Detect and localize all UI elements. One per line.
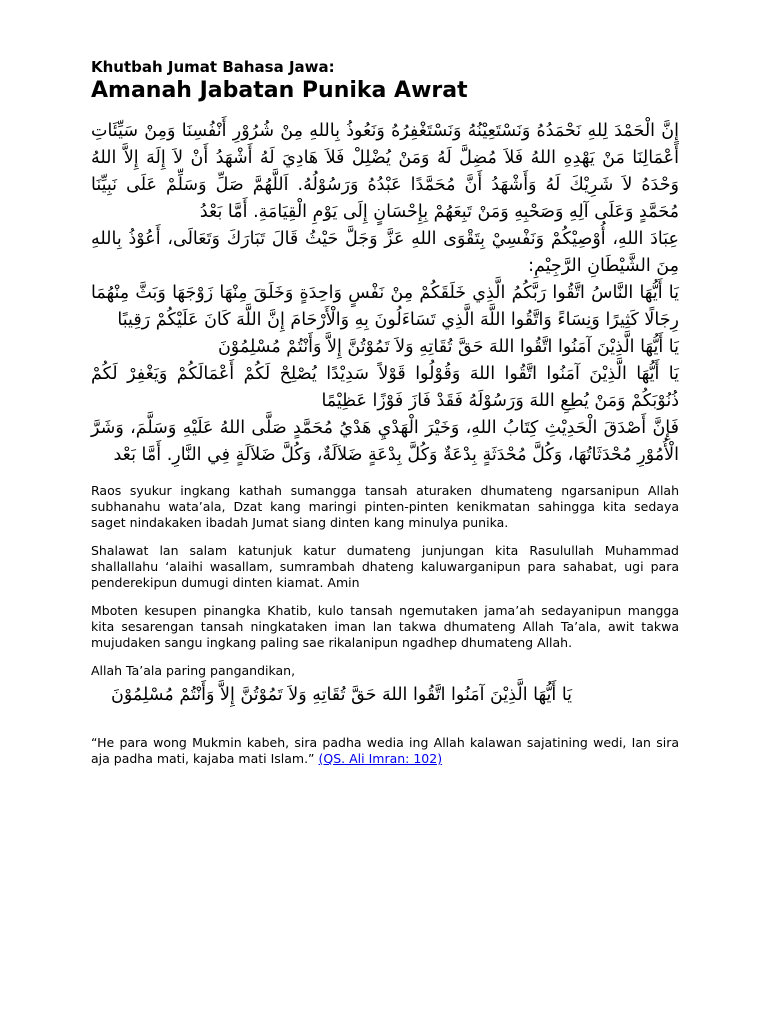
paragraph-shalawat: Shalawat lan salam katunjuk katur dumateng junjungan kita Rasulullah Muhammad shallallahu ‘alaihi wasallam, sumrambah dhateng kaluwarganipun para sahabat, ugi para penderekipun dumugi dinten kiamat. Amin — [91, 543, 679, 590]
arabic-paragraph-hamdalah: إِنَّ الْحَمْدَ لِلهِ نَحْمَدُهُ وَنَسْتَعِيْنُهُ وَنَسْتَغْفِرُهُ وَنَعُوذُ بِاللهِ مِنْ شُرُوْرِ أَنْفُسِنَا وَمِنْ سَيِّئَاتِ أَعْمَالِنَا مَنْ يَهْدِهِ اللهُ فَلاَ مُضِلَّ لَهُ وَمَنْ يُضْلِلْ فَلاَ هَادِيَ لَهُ أَشْهَدُ أَنْ لاَ إِلَهَ إِلاَّ اللهُ وَحْدَهُ لاَ شَرِيْكَ لَهُ وَأَشْهَدُ أَنَّ مُحَمَّدًا عَبْدُهُ وَرَسُوْلُهُ. اَللَّهُمَّ صَلِّ وَسَلِّمْ عَلَى نَبِيِّنَا مُحَمَّدٍ وَعَلَى آلِهِ وَصَحْبِهِ وَمَنْ تَبِعَهُمْ بِإِحْسَانٍ إِلَى يَوْمِ الْقِيَامَةِ. أَمَّا بَعْدُ — [91, 121, 679, 222]
arabic-paragraph-hadith: فَإِنَّ أَصْدَقَ الْحَدِيْثِ كِتَابُ اللهِ، وَخَيْرَ الْهَدْيِ هَدْيُ مُحَمَّدٍ صَلَّى اللهُ عَلَيْهِ وَسَلَّمَ، وَشَرَّ الْأُمُوْرِ مُحْدَثَاتُهَا، وَكُلَّ مُحْدَثَةٍ بِدْعَةٌ وَكُلَّ بِدْعَةٍ ضَلاَلَةٌ، وَكُلَّ ضَلاَلَةٍ فِي النَّارِ. أَمَّا بَعْد — [91, 418, 679, 465]
paragraph-wasiat-takwa: Mboten kesupen pinangka Khatib, kulo tansah ngemutaken jama’ah sedayanipun mangga kita sesarengan tansah ningkataken iman lan takwa dhumateng Allah Ta’ala, awit takwa mujudaken sangu ingkang paling sae rikalanipun ngadhep dhumateng Allah. — [91, 603, 679, 650]
document-page — [91, 58, 679, 767]
arabic-paragraph-annisa: يَا أَيُّهَا النَّاسُ اتَّقُوا رَبَّكُمُ الَّذِي خَلَقَكُمْ مِنْ نَفْسٍ وَاحِدَةٍ وَخَلَقَ مِنْهَا زَوْجَهَا وَبَثَّ مِنْهُمَا رِجَالًا كَثِيرًا وَنِسَاءً وَاتَّقُوا اللَّهَ الَّذِي تَسَاءَلُونَ بِهِ وَالْأَرْحَامَ إِنَّ اللَّهَ كَانَ عَلَيْكُمْ رَقِيبًا — [91, 283, 679, 330]
arabic-paragraph-al-ahzab: يَا أَيُّهَا الَّذِيْنَ آمَنُوا اتَّقُوا اللهَ وَقُوْلُوا قَوْلاً سَدِيْدًا يُصْلِحْ لَكُمْ أَعْمَالَكُمْ وَيَغْفِرْ لَكُمْ ذُنُوْبَكُمْ وَمَنْ يُطِعِ اللهَ وَرَسُوْلَهُ فَقَدْ فَازَ فَوْزًا عَظِيْمًا — [91, 364, 679, 411]
paragraph-ayat-intro: Allah Ta’ala paring pangandikan, — [91, 663, 296, 678]
reference-link[interactable]: (QS. Ali Imran: 102) — [318, 751, 443, 766]
arabic-opening-khutbah — [91, 118, 679, 469]
ayah-translation — [91, 735, 679, 767]
translation-text: “He para wong Mukmin kabeh, sira padha wedia ing Allah kalawan sajatining wedi, Ian sira aja padha mati, kajaba mati Islam.” — [91, 735, 679, 766]
javanese-body — [91, 483, 679, 679]
arabic-paragraph-ali-imran: يَا أَيُّهَا الَّذِيْنَ آمَنُوا اتَّقُوا اللهَ حَقَّ تُقَاتِهِ وَلاَ تَمُوْتُنَّ إِلاَّ وَأَنْتُمْ مُسْلِمُوْنَ — [217, 337, 679, 357]
quran-ayah-ali-imran-102: يَا أَيُّهَا الَّذِيْنَ آمَنُوا اتَّقُوا اللهَ حَقَّ تُقَاتِهِ وَلاَ تَمُوْتُنَّ إِلاَّ وَأَنْتُمْ مُسْلِمُوْنَ — [111, 685, 573, 705]
document-kicker: Khutbah Jumat Bahasa Jawa: — [91, 58, 335, 76]
arabic-paragraph-wasiat: عِبَادَ اللهِ، أُوْصِيْكُمْ وَنَفْسِيْ بِتَقْوَى اللهِ عَزَّ وَجَلَّ حَيْثُ قَالَ تَبَارَكَ وَتَعَالَى، أَعُوْذُ بِاللهِ مِنَ الشَّيْطَانِ الرَّجِيْمِ: — [91, 229, 679, 276]
paragraph-syukur: Raos syukur ingkang kathah sumangga tansah aturaken dhumateng ngarsanipun Allah subhanahu wata’ala, Dzat kang maringi pinten-pinten kenikmatan sahingga kita sedaya saget nindakaken ibadah Jumat siang dinten kang minulya punika. — [91, 483, 679, 530]
document-title: Amanah Jabatan Punika Awrat — [91, 78, 468, 103]
